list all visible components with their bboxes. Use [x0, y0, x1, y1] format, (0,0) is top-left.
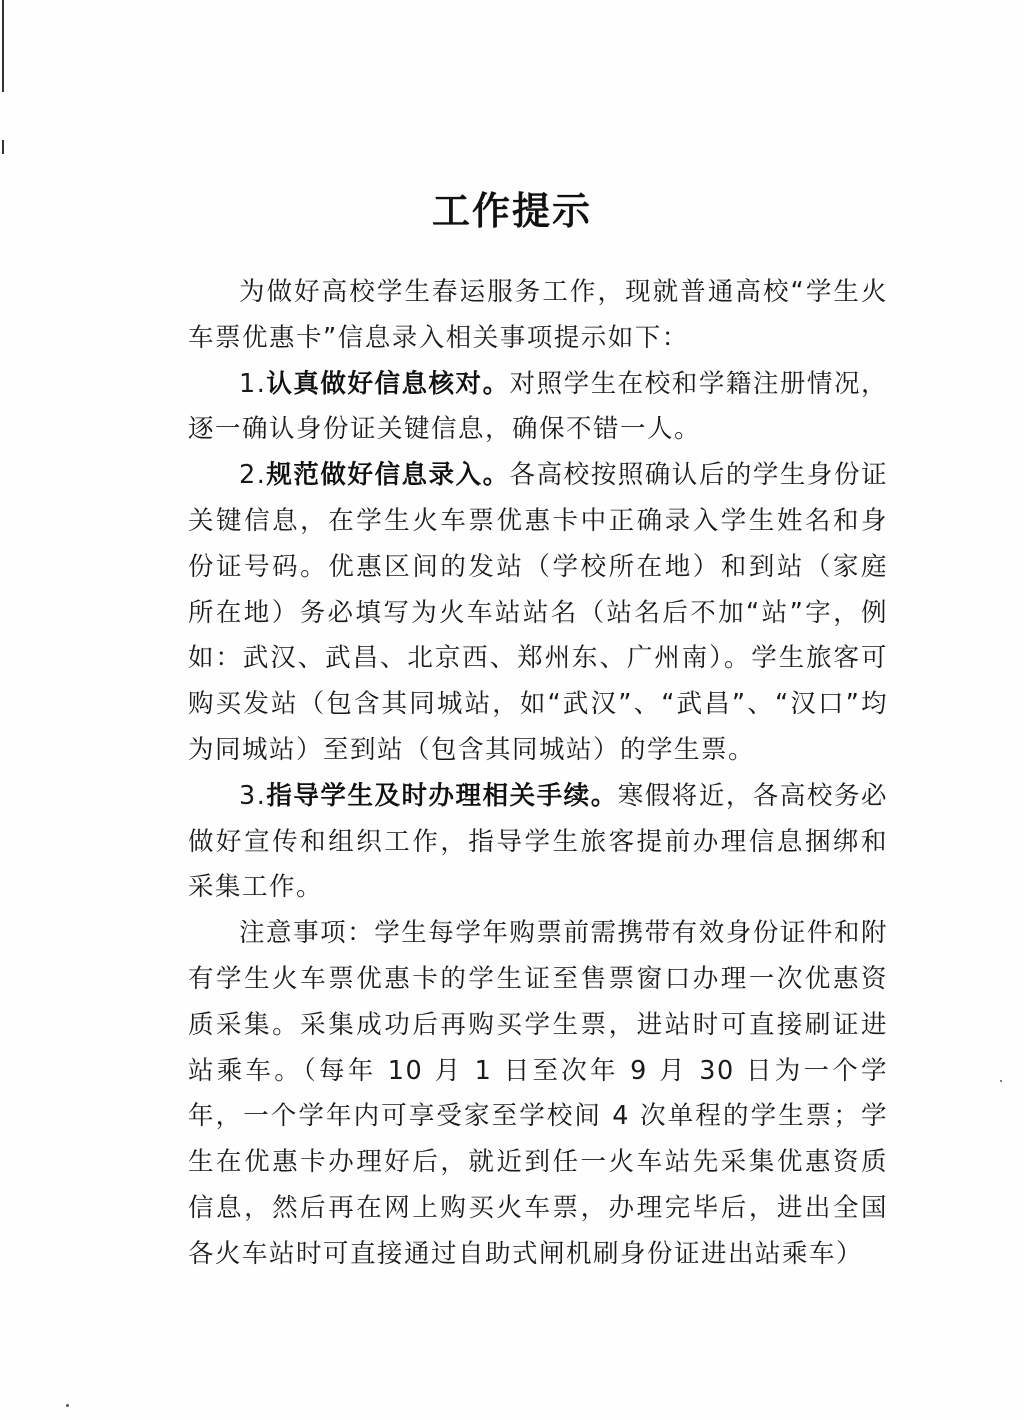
scan-speck	[66, 1404, 69, 1407]
item-heading: 规范做好信息录入。	[266, 460, 510, 491]
item-text: 各高校按照确认后的学生身份证关键信息，在学生火车票优惠卡中正确录入学生姓名和身份证号码。优惠区间的发站（学校所在地）和到站（家庭所在地）务必填写为火车站站名（站名后不加“站”字，例如：武汉、武昌、北京西、郑州东、广州南）。学生旅客可购买发站（包含其同城站，如“武汉”、“武昌”、“汉口”均为同城站）至到站（包含其同城站）的学生票。	[188, 460, 888, 765]
scan-edge-mark	[2, 0, 4, 92]
item-heading: 指导学生及时办理相关手续。	[266, 780, 618, 811]
intro-paragraph: 为做好高校学生春运服务工作，现就普通高校“学生火车票优惠卡”信息录入相关事项提示如下：	[188, 277, 888, 353]
item-number: 3.	[239, 780, 267, 811]
document-body	[188, 270, 888, 1278]
item-heading: 认真做好信息核对。	[266, 368, 510, 399]
scan-edge-mark	[2, 140, 4, 154]
item-text: 对照学生在校和学籍注册情况，逐一确认身份证关键信息，确保不错一人。	[188, 368, 888, 445]
item-text: 寒假将近，各高校务必做好宣传和组织工作，指导学生旅客提前办理信息捆绑和采集工作。	[188, 780, 888, 903]
scan-speck	[1000, 1080, 1002, 1082]
item-paragraph-3	[188, 774, 888, 911]
page-title: 工作提示	[431, 189, 592, 233]
item-number: 1.	[239, 368, 267, 399]
notice-paragraph: 注意事项：学生每学年购票前需携带有效身份证件和附有学生火车票优惠卡的学生证至售票窗口办理一次优惠资质采集。采集成功后再购买学生票，进站时可直接刷证进站乘车。（每年 10 月 1 日至次年 9 月 30 日为一个学年，一个学年内可享受家至学校间 4 次单程的学生票；学生在优惠卡办理好后，就近到任一火车站先采集优惠资质信息，然后再在网上购买火车票，办理完毕后，进出全国各火车站时可直接通过自助式闸机刷身份证进出站乘车）	[188, 918, 888, 1269]
item-paragraph-2	[188, 453, 888, 774]
item-paragraph-1	[188, 362, 888, 454]
item-number: 2.	[239, 460, 267, 491]
